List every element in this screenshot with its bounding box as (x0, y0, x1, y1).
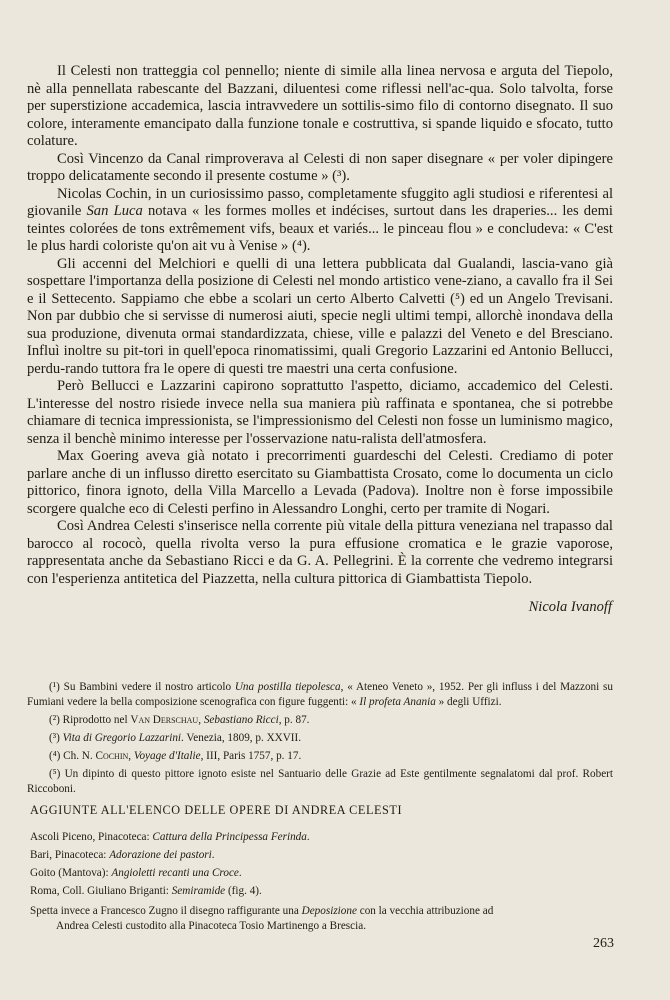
paragraph: Max Goering aveva già notato i precorrimenti guardeschi del Celesti. Crediamo di poter parlare anche di un influsso diretto esercitato su Giambattista Crosato, come lo documenta un ciclo pittorico, finora ignoto, della Villa Marcello a Levada (Padova). Inoltre non è forse impossibile scorgere qualche eco di Celesti perfino in Alessandro Longhi, certo per tramite di Nogari. (27, 448, 613, 517)
attribution-note: Spetta invece a Francesco Zugno il disegno raffigurante una Deposizione con la vecchia attribuzione ad Andrea Celesti custodito alla Pinacoteca Tosio Martinengo a Brescia. (30, 905, 494, 932)
paragraph: Gli accenni del Melchiori e quelli di una lettera pubblicata dal Gualandi, lascia-vano già sospettare l'importanza della posizione di Celesti nel mondo artistico vene-ziano, a cavallo fra il Sei e il Settecento. Sappiamo che ebbe a scolari un certo Alberto Calvetti (⁵) ed un Angelo Trevisani. Non par dubbio che si servisse di numerosi aiuti, specie negli ultimi tempi, allorchè inondava della sua produzione, divenuta ormai standardizzata, chiese, ville e palazzi del Veneto e del Bresciano. Influì inoltre su pit-tori in quell'epoca rinomatissimi, quali Gregorio Lazzarini ed Antonio Bellucci, perdu-rando tuttora fra le opere di questi tre maestri una certa confusione. (27, 255, 614, 377)
paragraph: Nicolas Cochin, in un curiosissimo passo, completamente sfuggito agli studiosi e riferentesi al giovanile San Luca notava « les formes molles et indécises, surtout dans les draperies... les demi teintes colorées de tons extrêmement vifs, beaux et variés... le pinceau flou » e concludeva: « C'est le plus hardi coloriste qu'on ait vu à Venise » (⁴). (27, 185, 613, 254)
main-text (27, 63, 613, 588)
list-item: Bari, Pinacoteca: Adorazione dei pastori. (30, 849, 215, 861)
list-item: Ascoli Piceno, Pinacoteca: Cattura della Principessa Ferinda. (30, 831, 310, 843)
section-title: AGGIUNTE ALL'ELENCO DELLE OPERE DI ANDREA CELESTI (30, 803, 403, 817)
author-signature: Nicola Ivanoff (528, 599, 612, 615)
paragraph: Il Celesti non tratteggia col pennello; niente di simile alla linea nervosa e arguta del Tiepolo, nè alla pennellata rabescante del Bazzani, diluentesi come riflessi nell'ac-qua. Solo talvolta, forse per superstizione accademica, lascia intravvedere un sottilis-simo filo di contorno disegnato. Il suo colore, interamente emancipato dalla funzione tonale e costruttiva, si spande liquido e sfocato, tutto colature. (27, 63, 613, 149)
list-item: Roma, Coll. Giuliano Briganti: Semiramide (fig. 4). (30, 885, 262, 897)
footnotes (27, 680, 613, 800)
footnote: (²) Riprodotto nel Van Derschau, Sebastiano Ricci, p. 87. (49, 714, 310, 726)
list-item: Goito (Mantova): Angioletti recanti una Croce. (30, 867, 242, 879)
page-number: 263 (593, 936, 614, 951)
works-list (30, 828, 616, 934)
paragraph: Così Andrea Celesti s'inserisce nella corrente più vitale della pittura veneziana nel trapasso dal barocco al rococò, quella rivolta verso la pura effusione cromatica e le grazie vaporose, rappresentata anche da Sebastiano Ricci e da G. A. Pellegrini. È la corrente che vedremo integrarsi con l'esperienza antitetica del Piazzetta, nella cultura pittorica di Giambattista Tiepolo. (27, 518, 613, 587)
footnote: (³) Vita di Gregorio Lazzarini. Venezia, 1809, p. XXVII. (49, 732, 302, 744)
footnote: (⁴) Ch. N. Cochin, Voyage d'Italie, III, Paris 1757, p. 17. (49, 750, 302, 762)
paragraph: Però Bellucci e Lazzarini capirono soprattutto l'aspetto, diciamo, accademico del Celesti. L'interesse del nostro risiede invece nella sua maniera più raffinata e spontanea, che si potrebbe chiamare di tecnica impressionista, se l'impressionismo del Celesti non fosse un luminismo magico, senza il benchè minimo interesse per l'osservazione natu-ralista dell'atmosfera. (27, 378, 614, 447)
footnote: (⁵) Un dipinto di questo pittore ignoto esiste nel Santuario delle Grazie ad Este gentilmente segnalatomi dal prof. Robert Riccoboni. (27, 768, 613, 795)
footnote: (¹) Su Bambini vedere il nostro articolo Una postilla tiepolesca, « Ateneo Veneto », 1952. Per gli influss i del Mazzoni su Fumiani vedere la bella composizione scenografica con figure fuggenti: « Il profeta Anania » degli Uffizi. (27, 681, 613, 708)
paragraph: Così Vincenzo da Canal rimproverava al Celesti di non saper disegnare « per voler dipingere troppo delicatamente secondo il presente costume » (³). (27, 150, 613, 184)
